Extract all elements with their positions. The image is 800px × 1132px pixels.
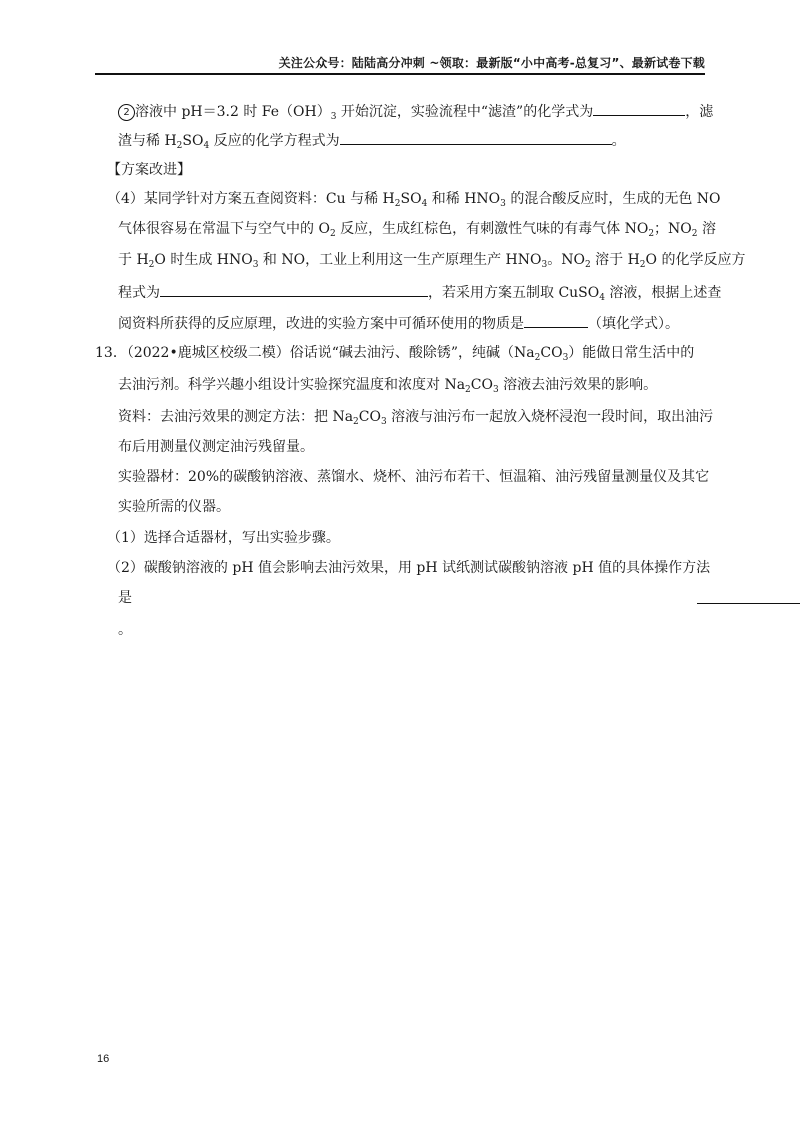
question-4-line-1: （4）某同学针对方案五查阅资料：Cu 与稀 $H_2SO_4$ 和稀 $HNO_3$ 的混合酸反应时，生成的无色 NO [107, 191, 721, 209]
question-4-line-5: 阅资料所获得的反应原理，改进的实验方案中可循环使用的物质是 （填化学式）。 [118, 313, 679, 334]
answer-blank-ph-method[interactable] [697, 603, 800, 604]
section-title: 【方案改进】 [107, 162, 191, 178]
question-4-line-2: 气体很容易在常温下与空气中的 $O_2$ 反应，生成红棕色，有刺激性气味的有毒气体 $NO_2$；$NO_2$ 溶 [118, 221, 716, 239]
answer-blank-recycle-substance[interactable] [524, 313, 588, 328]
circled-number: 2 [118, 104, 135, 121]
page-number: 16 [97, 1053, 110, 1065]
question-4-line-3: 于 $H_2O$ 时生成 $HNO_3$ 和 NO，工业上利用这一生产原理生产 $HNO_3$。$NO_2$ 溶于 $H_2O$ 的化学反应方 [118, 252, 746, 270]
answer-blank-no2-equation[interactable] [160, 282, 428, 297]
question-13-line-1: 13．（2022•鹿城区校级二模）俗话说“碱去油污、酸除锈”，纯碱$(Na_2CO_3)$能做日常生活中的 [95, 345, 695, 363]
answer-blank-equation[interactable] [340, 130, 612, 145]
question-13-line-6: 实验所需的仪器。 [118, 499, 230, 515]
question-part-2-line-2: 渣与稀 $H_2SO_4$ 反应的化学方程式为 。 [118, 130, 626, 151]
question-part-2-line-1: 2 溶液中 pH＝3.2 时 $Fe(OH)_3$ 开始沉淀，实验流程中“滤渣”的化学式为 ，滤 [118, 101, 713, 122]
question-4-line-4: 程式为 ，若采用方案五制取 CuSO$_4$ 溶液，根据上述查 [118, 282, 721, 303]
question-13-line-3: 资料：去油污效果的测定方法：把 $Na_2CO_3$ 溶液与油污布一起放入烧杯浸泡一段时间，取出油污 [118, 409, 714, 427]
header-rule [95, 73, 705, 75]
question-13-line-4: 布后用测量仪测定油污残留量。 [118, 439, 314, 455]
question-13-line-9: 是 [118, 590, 132, 606]
question-13-line-7: （1）选择合适器材，写出实验步骤。 [107, 530, 340, 546]
question-13-line-5: 实验器材：20%的碳酸钠溶液、蒸馏水、烧杯、油污布若干、恒温箱、油污残留量测量仪及其它 [118, 469, 710, 485]
answer-blank-residue[interactable] [593, 101, 685, 116]
question-13-line-10: 。 [118, 622, 132, 638]
page-header: 关注公众号：陆陆高分冲刺 ~领取：最新版“小中高考-总复习”、最新试卷下载 [278, 56, 705, 70]
question-13-line-8: （2）碳酸钠溶液的 pH 值会影响去油污效果，用 pH 试纸测试碳酸钠溶液 pH 值的具体操作方法 [107, 560, 711, 576]
question-13-line-2: 去油污剂。科学兴趣小组设计实验探究温度和浓度对 $Na_2CO_3$ 溶液去油污效果的影响。 [118, 377, 658, 395]
